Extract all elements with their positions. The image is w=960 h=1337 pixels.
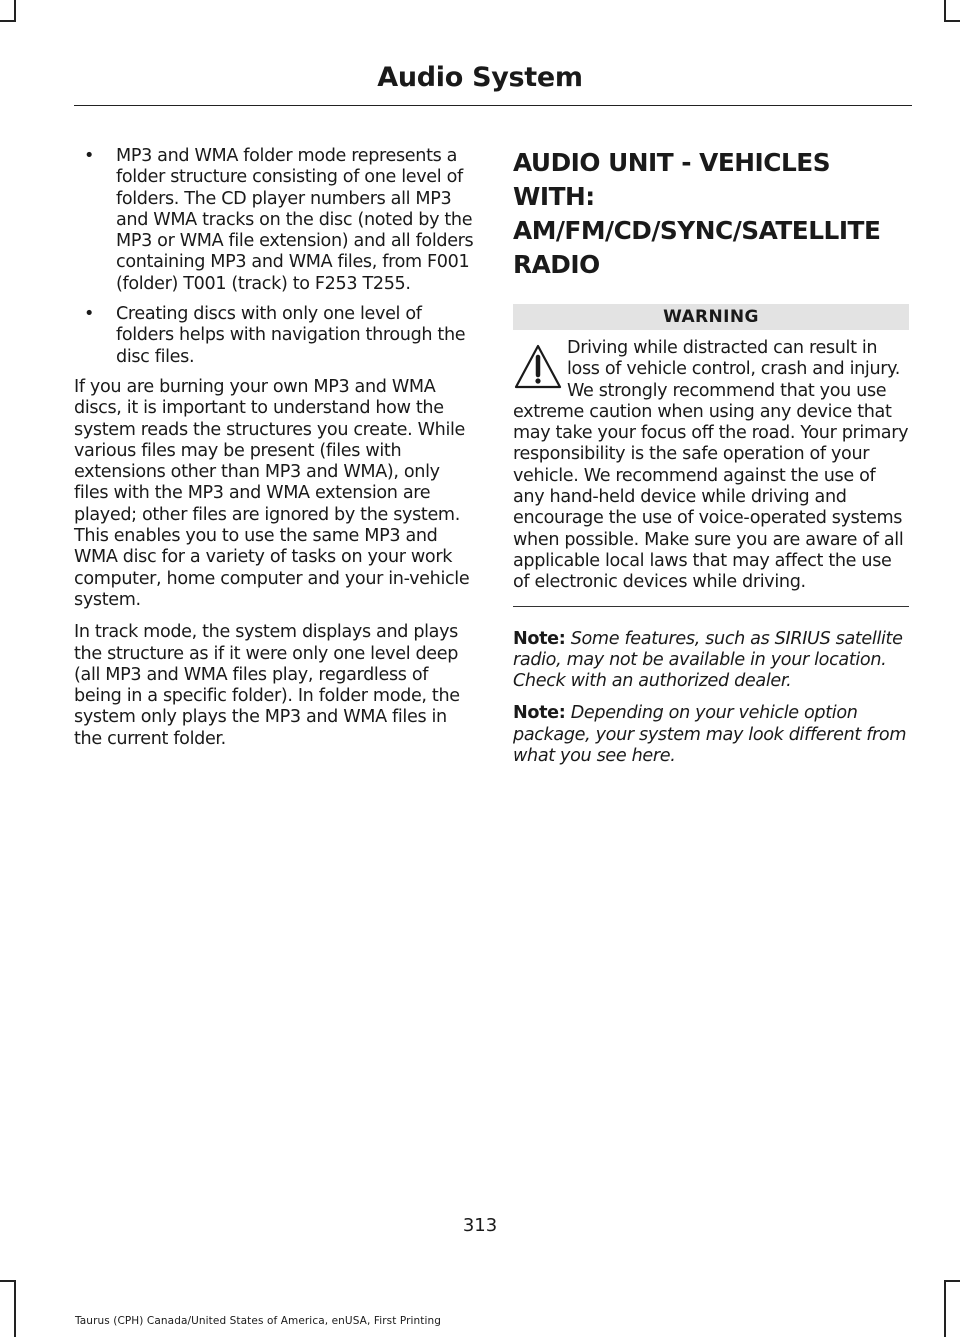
warning-text: Driving while distracted can result in loss of vehicle control, crash and injury. We strongly recommend that you use extreme caution when using any device that may take your focus off the road. Your primary responsibility is the safe operation of your vehicle. We recommend against the use of any hand-held device while driving and encourage the use of voice-operated systems when possible. Make sure you are aware of all applicable local laws that may affect the use of electronic devices while driving. bbox=[513, 338, 909, 593]
list-item bbox=[74, 304, 478, 368]
note bbox=[513, 703, 909, 767]
footer-info: Taurus (CPH) Canada/United States of America, enUSA, First Printing bbox=[75, 1315, 442, 1327]
list-item bbox=[74, 146, 478, 295]
warning-triangle-icon bbox=[513, 342, 563, 392]
bullet-text: MP3 and WMA folder mode represents a folder structure consisting of one level of folders. The CD player numbers all MP3 and WMA tracks on the disc (noted by the MP3 or WMA file extension) and all folders containing MP3 and WMA files, from F001 (folder) T001 (track) to F253 T255. bbox=[116, 146, 474, 294]
note-label: Note: bbox=[513, 628, 566, 649]
left-column bbox=[74, 146, 478, 761]
crop-mark-bottom-right-v bbox=[944, 1280, 946, 1337]
warning-label: WARNING bbox=[513, 304, 909, 330]
bullet-text: Creating discs with only one level of folders helps with navigation through the disc files. bbox=[116, 304, 466, 367]
note bbox=[513, 629, 909, 693]
section-title-line: AM/FM/CD/SYNC/SATELLITE bbox=[513, 216, 881, 245]
crop-mark-top-right-v bbox=[944, 0, 946, 22]
body-paragraph: In track mode, the system displays and plays the structure as if it were only one level deep (all MP3 and WMA files play, regardless of being in a specific folder). In folder mode, the system only plays the MP3 and WMA files in the current folder. bbox=[74, 622, 460, 749]
crop-mark-bottom-left-v bbox=[14, 1280, 16, 1337]
crop-mark-top-right-h bbox=[944, 20, 960, 22]
page-number: 313 bbox=[462, 1215, 498, 1236]
note-label: Note: bbox=[513, 703, 566, 724]
crop-mark-top-left-v bbox=[14, 0, 16, 22]
section-title bbox=[513, 146, 909, 282]
section-title-line: AUDIO UNIT - VEHICLES WITH: bbox=[513, 148, 831, 211]
crop-mark-bottom-left-h bbox=[0, 1280, 16, 1282]
header-divider bbox=[74, 105, 912, 106]
body-paragraph: If you are burning your own MP3 and WMA discs, it is important to understand how the system reads the structures you create. While various files may be present (files with extensions other than MP3 and WMA), only files with the MP3 and WMA extension are played; other files are ignored by the system. This enables you to use the same MP3 and WMA disc for a variety of tasks on your work computer, home computer and your in-vehicle system. bbox=[74, 376, 470, 610]
crop-mark-top-left-h bbox=[0, 20, 16, 22]
crop-mark-bottom-right-h bbox=[944, 1280, 960, 1282]
bullet-icon: • bbox=[84, 146, 95, 166]
section-title-line: RADIO bbox=[513, 250, 600, 279]
note-text: Depending on your vehicle option package, your system may look different from what you see here. bbox=[513, 703, 907, 767]
warning-box bbox=[513, 330, 909, 607]
note-text: Some features, such as SIRIUS satellite radio, may not be available in your location. Check with an authorized dealer. bbox=[513, 628, 903, 692]
bullet-list bbox=[74, 146, 478, 368]
page-header-title: Audio System bbox=[377, 62, 583, 93]
bullet-icon: • bbox=[84, 304, 95, 325]
right-column bbox=[513, 146, 909, 778]
